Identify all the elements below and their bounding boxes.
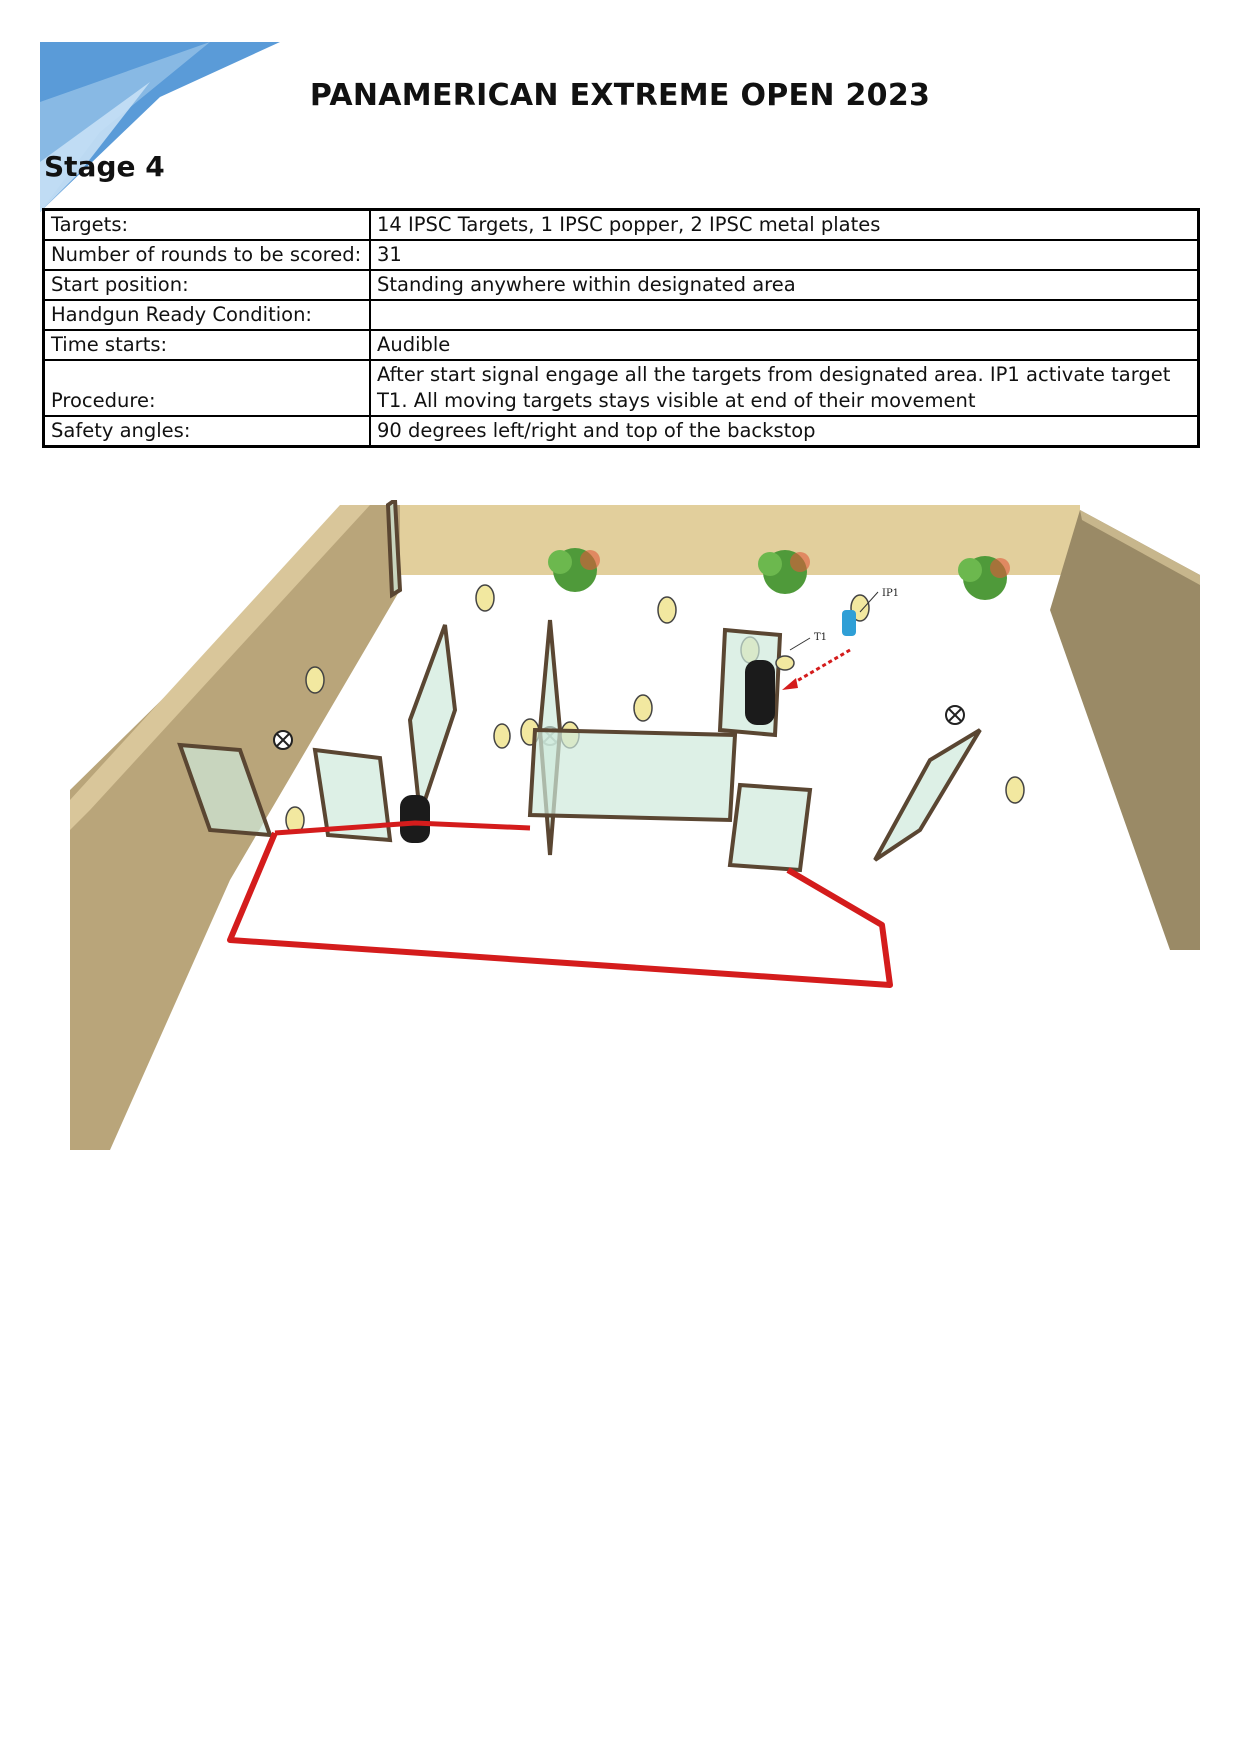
target-icon — [634, 695, 652, 721]
row-value: 90 degrees left/right and top of the backstop — [370, 416, 1199, 447]
t1-label: T1 — [814, 632, 828, 643]
table-row — [44, 300, 1199, 330]
glass-wall — [730, 785, 810, 870]
row-label: Procedure: — [44, 360, 371, 416]
table-row — [44, 240, 1199, 270]
table-row — [44, 360, 1199, 416]
tyre-stack — [745, 660, 775, 725]
stage-diagram — [70, 500, 1200, 1160]
tyre-stack — [400, 795, 430, 843]
table-row — [44, 270, 1199, 300]
table-row — [44, 210, 1199, 241]
row-value: 14 IPSC Targets, 1 IPSC popper, 2 IPSC metal plates — [370, 210, 1199, 241]
stage-info-table — [42, 208, 1200, 448]
target-icon — [494, 724, 510, 748]
corner-decoration — [40, 42, 280, 212]
row-label: Handgun Ready Condition: — [44, 300, 371, 330]
row-value: After start signal engage all the targets from designated area. IP1 activate target T1. All moving targets stays visible at end of their movement — [370, 360, 1199, 416]
moving-target-icon — [776, 656, 794, 670]
row-value: Standing anywhere within designated area — [370, 270, 1199, 300]
row-label: Start position: — [44, 270, 371, 300]
target-icon — [1006, 777, 1024, 803]
target-icon — [658, 597, 676, 623]
row-label: Number of rounds to be scored: — [44, 240, 371, 270]
row-value: Audible — [370, 330, 1199, 360]
table-row — [44, 416, 1199, 447]
row-label: Time starts: — [44, 330, 371, 360]
glass-wall — [530, 730, 735, 820]
target-icon — [306, 667, 324, 693]
activator-icon — [842, 610, 856, 636]
row-label: Targets: — [44, 210, 371, 241]
document-title: PANAMERICAN EXTREME OPEN 2023 — [309, 78, 931, 113]
ip1-label: IP1 — [882, 588, 900, 599]
table-row — [44, 330, 1199, 360]
row-value — [370, 300, 1199, 330]
row-label: Safety angles: — [44, 416, 371, 447]
target-icon — [476, 585, 494, 611]
row-value: 31 — [370, 240, 1199, 270]
stage-title: Stage 4 — [44, 150, 165, 183]
